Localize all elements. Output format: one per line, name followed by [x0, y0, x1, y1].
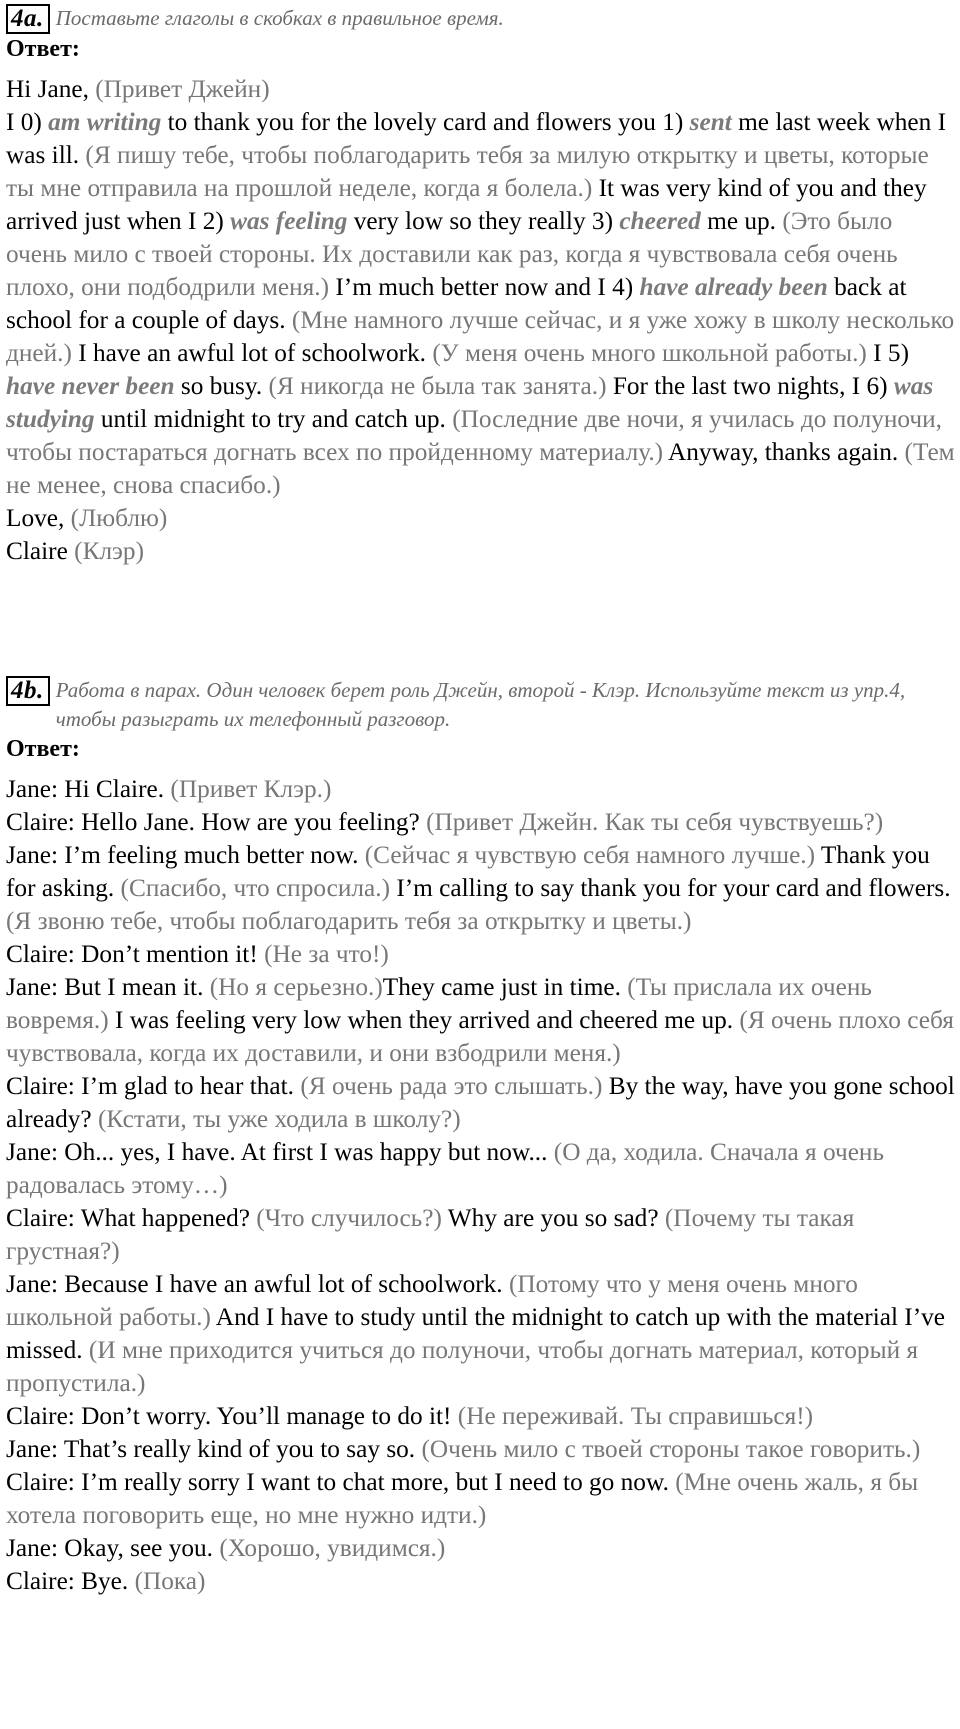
answer-verb: sent	[689, 108, 732, 136]
english-text: Jane: Okay, see you.	[6, 1534, 220, 1562]
english-text: I 0)	[6, 108, 49, 136]
translation-text: (Мне намного лучше сейчас, и я уже хожу в школу несколько дней.)	[6, 306, 955, 367]
translation-text: (Сейчас я чувствую себя намного лучше.)	[364, 841, 816, 869]
english-text: Thank you for asking.	[6, 841, 930, 902]
english-text: For the last two nights, I 6)	[606, 372, 894, 400]
dialogue-line	[6, 806, 956, 839]
translation-text: (И мне приходится учиться до полуночи, чтобы догнать материал, который я пропустила.)	[6, 1336, 919, 1397]
english-text: very low so they really 3)	[347, 207, 620, 235]
english-text: to thank you for the lovely card and flowers you 1)	[161, 108, 690, 136]
dialogue-line	[6, 1136, 956, 1202]
answer-label: Ответ:	[6, 736, 80, 762]
translation-text: (Я никогда не была так занята.)	[268, 372, 607, 400]
english-text: Claire: What happened?	[6, 1204, 257, 1232]
letter-line	[6, 73, 956, 106]
english-text: I’m much better now and I 4)	[329, 273, 640, 301]
translation-text: (Очень мило с твоей стороны такое говорить.)	[421, 1435, 921, 1463]
english-text: Anyway, thanks again.	[663, 438, 905, 466]
english-text: I 5)	[866, 339, 910, 367]
translation-text: (У меня очень много школьной работы.)	[432, 339, 867, 367]
letter-line	[6, 502, 956, 535]
answer-label: Ответ:	[6, 36, 80, 62]
dialogue-text	[6, 773, 956, 1598]
english-text: It was very kind of you and they arrived just when I 2)	[6, 174, 927, 235]
english-text: Claire: I’m glad to hear that.	[6, 1072, 301, 1100]
dialogue-line	[6, 1268, 956, 1400]
task-4a	[6, 4, 956, 568]
task-instruction: Поставьте глаголы в скобках в правильное время.	[55, 6, 504, 30]
english-text: Claire: Don’t mention it!	[6, 940, 265, 968]
dialogue-line	[6, 773, 956, 806]
task-instruction: Работа в парах. Один человек берет роль Джейн, второй - Клэр. Используйте текст из упр.4, чтобы разыграть их телефонный разговор.	[55, 678, 906, 731]
answer-verb: am writing	[48, 108, 162, 136]
dialogue-line	[6, 1070, 956, 1136]
translation-text: (Это было очень мило с твоей стороны. Их доставили как раз, когда я чувствовала себя очень плохо, они подбодрили меня.)	[6, 207, 898, 301]
task-4b	[6, 676, 956, 1598]
translation-text: (Потому что у меня очень много школьной работы.)	[6, 1270, 858, 1331]
dialogue-line	[6, 1400, 956, 1433]
translation-text: (Я очень плохо себя чувствовала, когда их доставили, и они взбодрили меня.)	[6, 1006, 954, 1067]
english-text: Claire	[6, 537, 75, 565]
translation-text: (Ты прислала их очень вовремя.)	[6, 973, 872, 1034]
dialogue-line	[6, 1202, 956, 1268]
translation-text: (Я звоню тебе, чтобы поблагодарить тебя за открытку и цветы.)	[6, 907, 692, 935]
english-text: Claire: Hello Jane. How are you feeling?	[6, 808, 427, 836]
dialogue-line	[6, 1565, 956, 1598]
translation-text: (Спасибо, что спросила.)	[120, 874, 390, 902]
task-number-badge: 4a.	[6, 4, 50, 34]
english-text: back at school for a couple of days.	[6, 273, 907, 334]
english-text: Claire: Bye.	[6, 1567, 135, 1595]
translation-text: (Но я серьезно.)	[209, 973, 383, 1001]
answer-verb: have already been	[639, 273, 828, 301]
translation-text: (Клэр)	[74, 537, 144, 565]
dialogue-line	[6, 839, 956, 938]
letter-line	[6, 535, 956, 568]
translation-text: (Привет Клэр.)	[170, 775, 332, 803]
english-text: me up.	[700, 207, 783, 235]
english-text: Claire: Don’t worry. You’ll manage to do it!	[6, 1402, 458, 1430]
english-text: so busy.	[174, 372, 269, 400]
letter-line	[6, 106, 956, 502]
dialogue-line	[6, 1532, 956, 1565]
dialogue-line	[6, 1433, 956, 1466]
english-text: By the way, have you gone school already?	[6, 1072, 955, 1133]
answer-verb: was feeling	[230, 207, 348, 235]
translation-text: (Не переживай. Ты справишься!)	[457, 1402, 814, 1430]
dialogue-line	[6, 1466, 956, 1532]
translation-text: (Что случилось?)	[256, 1204, 442, 1232]
translation-text: (Хорошо, увидимся.)	[219, 1534, 446, 1562]
english-text: Love,	[6, 504, 71, 532]
english-text: I’m calling to say thank you for your card and flowers.	[390, 874, 951, 902]
answer-verb: was studying	[6, 372, 934, 433]
task-number-badge: 4b.	[6, 676, 50, 706]
task-header	[6, 4, 956, 34]
translation-text: (Привет Джейн)	[95, 75, 270, 103]
translation-text: (Привет Джейн. Как ты себя чувствуешь?)	[426, 808, 884, 836]
answer-verb: cheered	[619, 207, 701, 235]
translation-text: (Пока)	[134, 1567, 206, 1595]
translation-text: (Почему ты такая грустная?)	[6, 1204, 855, 1265]
english-text: And I have to study until the midnight to catch up with the material I’ve missed.	[6, 1303, 946, 1364]
translation-text: (Последние две ночи, я училась до полуночи, чтобы постараться догнать всех по пройденному материалу.)	[6, 405, 942, 466]
english-text: Jane: Oh... yes, I have. At first I was happy but now...	[6, 1138, 554, 1166]
english-text: me last week when I was ill.	[6, 108, 947, 169]
task-header	[6, 676, 956, 734]
english-text: Jane: That’s really kind of you to say so.	[6, 1435, 422, 1463]
translation-text: (Тем не менее, снова спасибо.)	[6, 438, 955, 499]
english-text: I have an awful lot of schoolwork.	[71, 339, 433, 367]
english-text: Claire: I’m really sorry I want to chat more, but I need to go now.	[6, 1468, 676, 1496]
dialogue-line	[6, 938, 956, 971]
translation-text: (Мне очень жаль, я бы хотела поговорить еще, но мне нужно идти.)	[6, 1468, 919, 1529]
translation-text: (Люблю)	[70, 504, 168, 532]
dialogue-line	[6, 971, 956, 1070]
english-text: Hi Jane,	[6, 75, 96, 103]
english-text: Jane: Because I have an awful lot of schoolwork.	[6, 1270, 509, 1298]
english-text: I was feeling very low when they arrived and cheered me up.	[108, 1006, 740, 1034]
english-text: until midnight to try and catch up.	[94, 405, 453, 433]
answer-verb: have never been	[6, 372, 175, 400]
translation-text: (Я очень рада это слышать.)	[300, 1072, 603, 1100]
english-text: Why are you so sad?	[441, 1204, 665, 1232]
english-text: Jane: But I mean it.	[6, 973, 210, 1001]
english-text: Jane: I’m feeling much better now.	[6, 841, 365, 869]
translation-text: (О да, ходила. Сначала я очень радовалась этому…)	[6, 1138, 884, 1199]
translation-text: (Кстати, ты уже ходила в школу?)	[98, 1105, 461, 1133]
english-text: They came just in time.	[382, 973, 628, 1001]
translation-text: (Не за что!)	[264, 940, 389, 968]
letter-text	[6, 73, 956, 568]
english-text: Jane: Hi Claire.	[6, 775, 171, 803]
translation-text: (Я пишу тебе, чтобы поблагодарить тебя за милую открытку и цветы, которые ты мне отправила на прошлой неделе, когда я болела.)	[6, 141, 929, 202]
